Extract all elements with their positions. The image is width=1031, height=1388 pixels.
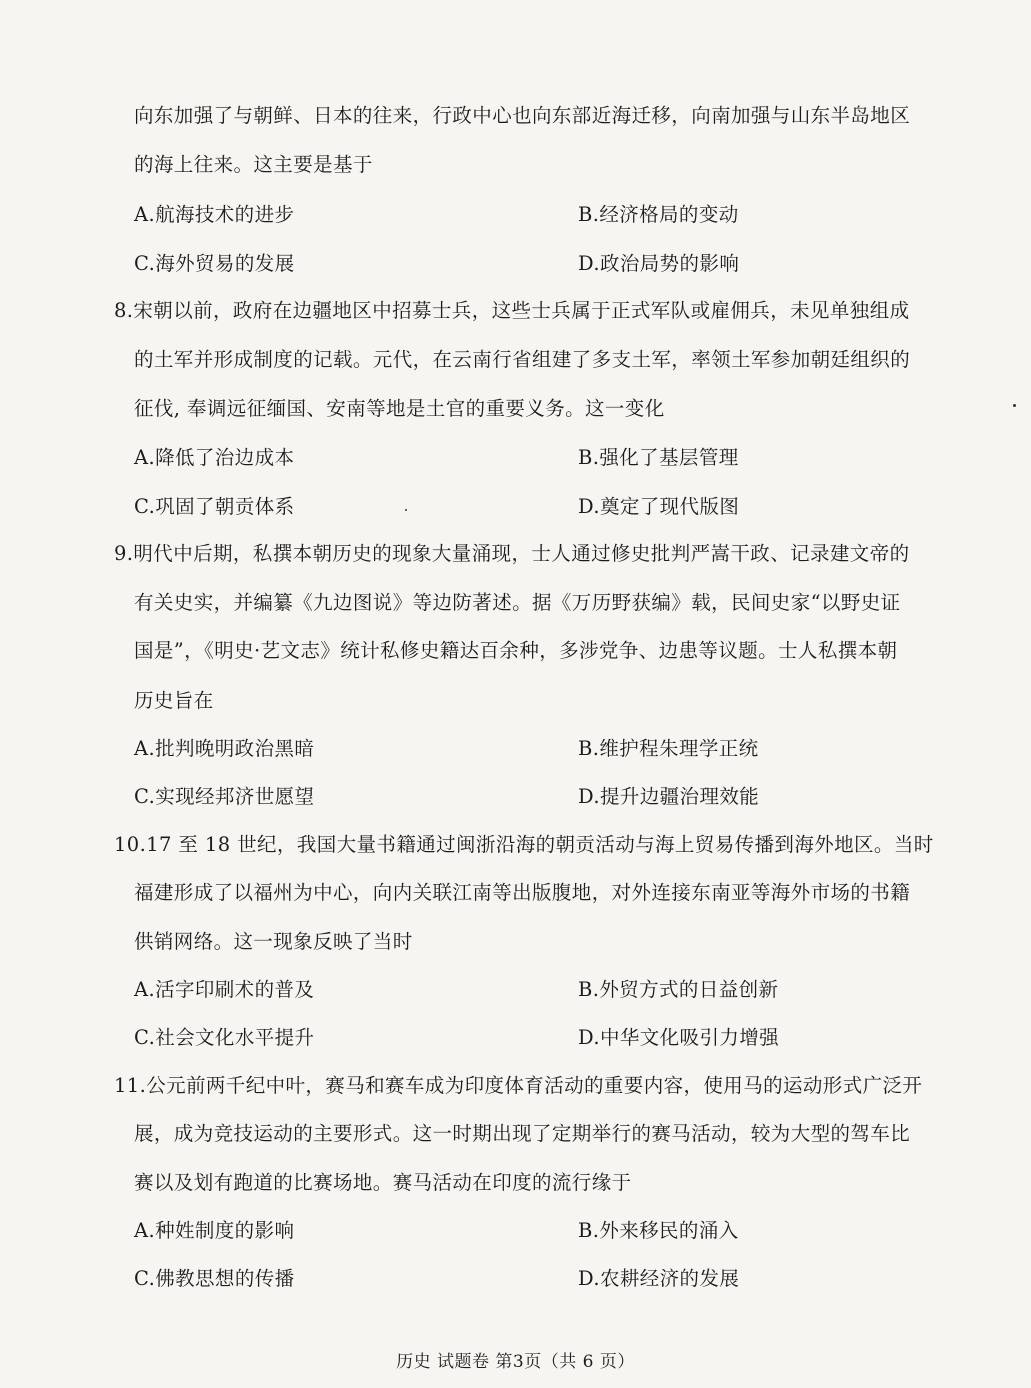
question-11-line-1: 11.公元前两千纪中叶，赛马和赛车成为印度体育活动的重要内容，使用马的运动形式广泛开 bbox=[114, 1074, 923, 1097]
question-9-line-4: 历史旨在 bbox=[134, 689, 214, 712]
question-10-option-a: A.活字印刷术的普及 bbox=[134, 978, 315, 1001]
question-8-line-3: 征伐, 奉调远征缅国、安南等地是土官的重要义务。这一变化 bbox=[134, 397, 665, 420]
question-8-option-c: C.巩固了朝贡体系 bbox=[134, 495, 295, 518]
question-9-option-b: B.维护程朱理学正统 bbox=[578, 737, 759, 760]
question-9-line-3: 国是”，《明史·艺文志》统计私修史籍达百余种，多涉党争、边患等议题。士人私撰本朝 bbox=[134, 639, 898, 662]
question-9-line-1: 9.明代中后期，私撰本朝历史的现象大量涌现，士人通过修史批判严嵩干政、记录建文帝的 bbox=[114, 542, 910, 565]
question-9-option-a: A.批判晚明政治黑暗 bbox=[134, 737, 315, 760]
question-8-option-b: B.强化了基层管理 bbox=[578, 446, 739, 469]
question-8-option-d: D.奠定了现代版图 bbox=[578, 495, 740, 518]
intro-line-1: 向东加强了与朝鲜、日本的往来，行政中心也向东部近海迁移，向南加强与山东半岛地区 bbox=[134, 104, 911, 127]
question-8-option-a: A.降低了治边成本 bbox=[134, 446, 295, 469]
question-11-option-c: C.佛教思想的传播 bbox=[134, 1267, 295, 1290]
question-11-line-3: 赛以及划有跑道的比赛场地。赛马活动在印度的流行缘于 bbox=[134, 1171, 632, 1194]
question-11-option-d: D.农耕经济的发展 bbox=[578, 1267, 740, 1290]
intro-option-d: D.政治局势的影响 bbox=[578, 252, 740, 275]
intro-option-a: A.航海技术的进步 bbox=[134, 203, 295, 226]
scan-speck bbox=[1013, 404, 1016, 407]
intro-line-2: 的海上往来。这主要是基于 bbox=[134, 153, 373, 176]
scan-speck bbox=[405, 509, 407, 511]
question-10-line-3: 供销网络。这一现象反映了当时 bbox=[134, 930, 413, 953]
question-11-line-2: 展，成为竞技运动的主要形式。这一时期出现了定期举行的赛马活动，较为大型的驾车比 bbox=[134, 1122, 911, 1145]
intro-option-c: C.海外贸易的发展 bbox=[134, 252, 295, 275]
question-8-line-2: 的土军并形成制度的记载。元代，在云南行省组建了多支土军，率领土军参加朝廷组织的 bbox=[134, 348, 911, 371]
question-9-line-2: 有关史实，并编纂《九边图说》等边防著述。据《万历野获编》载，民间史家“以野史证 bbox=[134, 591, 901, 614]
question-11-option-a: A.种姓制度的影响 bbox=[134, 1219, 295, 1242]
question-10-option-b: B.外贸方式的日益创新 bbox=[578, 978, 779, 1001]
page-footer: 历史 试题卷 第3页（共 6 页） bbox=[396, 1352, 635, 1372]
intro-option-b: B.经济格局的变动 bbox=[578, 203, 739, 226]
question-10-line-1: 10.17 至 18 世纪，我国大量书籍通过闽浙沿海的朝贡活动与海上贸易传播到海外地区。当时 bbox=[114, 833, 934, 856]
question-10-option-d: D.中华文化吸引力增强 bbox=[578, 1026, 780, 1049]
question-8-line-1: 8.宋朝以前，政府在边疆地区中招募士兵，这些士兵属于正式军队或雇佣兵，未见单独组成 bbox=[114, 299, 910, 322]
question-11-option-b: B.外来移民的涌入 bbox=[578, 1219, 739, 1242]
question-10-line-2: 福建形成了以福州为中心，向内关联江南等出版腹地，对外连接东南亚等海外市场的书籍 bbox=[134, 881, 911, 904]
question-9-option-c: C.实现经邦济世愿望 bbox=[134, 785, 315, 808]
question-9-option-d: D.提升边疆治理效能 bbox=[578, 785, 760, 808]
question-10-option-c: C.社会文化水平提升 bbox=[134, 1026, 315, 1049]
